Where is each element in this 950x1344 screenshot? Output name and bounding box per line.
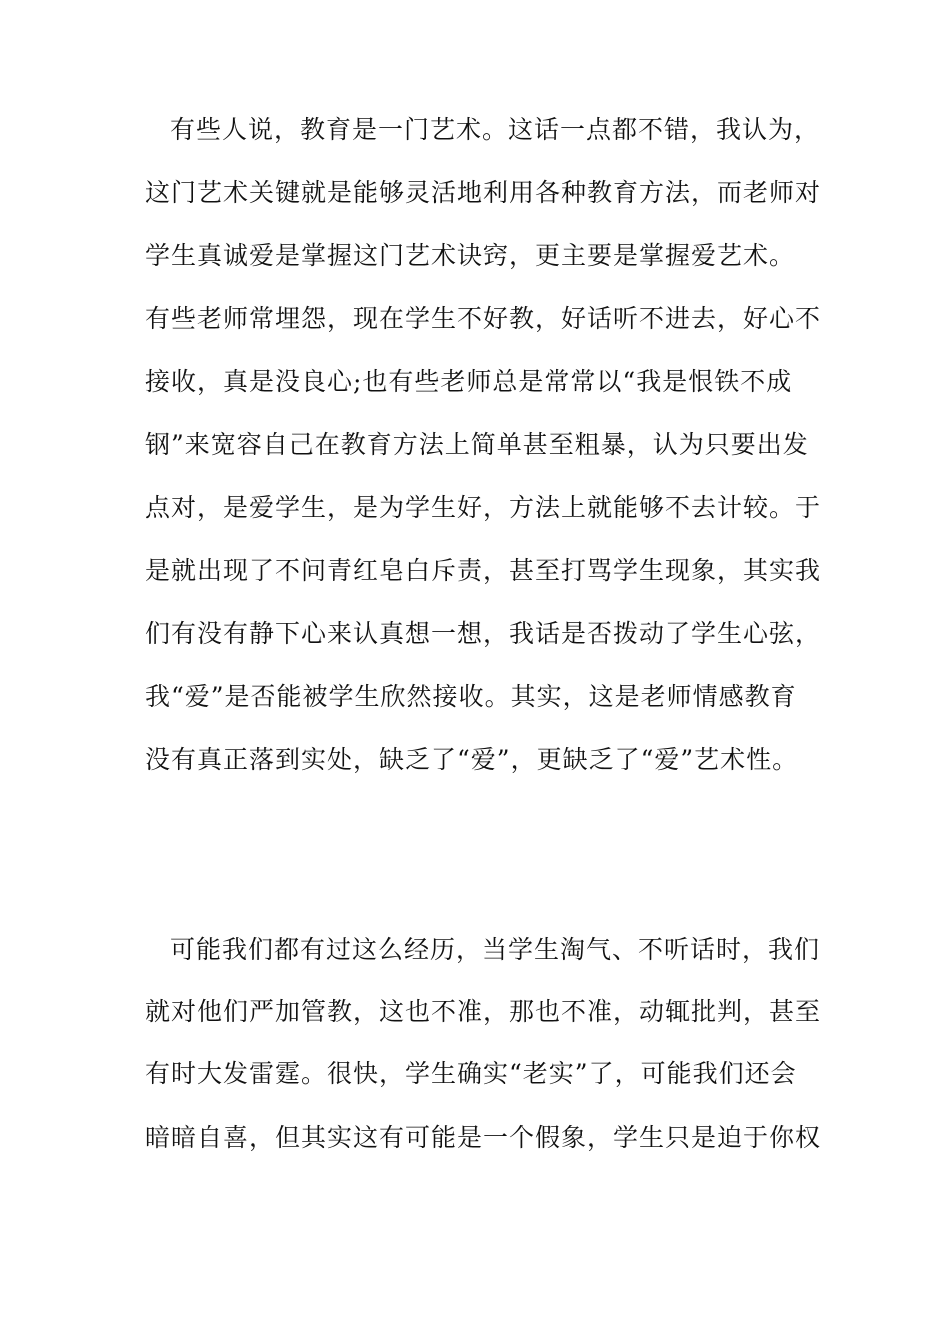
- paragraph-1-line-3: 学生真诚爱是掌握这门艺术诀窍，更主要是掌握爱艺术。: [145, 241, 796, 270]
- paragraph-1-line-10: 我“爱”是否能被学生欣然接收。其实，这是老师情感教育: [145, 682, 797, 711]
- paragraph-2-line-4: 暗暗自喜，但其实这有可能是一个假象，学生只是迫于你权: [145, 1123, 822, 1152]
- paragraph-1-line-6: 钢”来宽容自己在教育方法上简单甚至粗暴，认为只要出发: [145, 430, 809, 459]
- paragraph-1-line-7: 点对，是爱学生，是为学生好，方法上就能够不去计较。于: [145, 493, 822, 522]
- paragraph-1-line-9: 们有没有静下心来认真想一想，我话是否拨动了学生心弦，: [145, 619, 822, 648]
- paragraph-1-line-5: 接收，真是没良心;也有些老师总是常常以“我是恨铁不成: [145, 367, 793, 396]
- paragraph-2-line-3: 有时大发雷霆。很快，学生确实“老实”了，可能我们还会: [145, 1059, 797, 1088]
- paragraph-1-line-2: 这门艺术关键就是能够灵活地利用各种教育方法，而老师对: [145, 178, 822, 207]
- paragraph-1-line-11: 没有真正落到实处，缺乏了“爱”，更缺乏了“爱”艺术性。: [145, 745, 799, 774]
- paragraph-1-line-1: 有些人说，教育是一门艺术。这话一点都不错，我认为，: [170, 115, 821, 144]
- paragraph-1-line-8: 是就出现了不问青红皂白斥责，甚至打骂学生现象，其实我: [145, 556, 822, 585]
- paragraph-2-line-2: 就对他们严加管教，这也不准，那也不准，动辄批判，甚至: [145, 997, 822, 1026]
- paragraph-2-line-1: 可能我们都有过这么经历，当学生淘气、不听话时，我们: [170, 935, 821, 964]
- paragraph-1-line-4: 有些老师常埋怨，现在学生不好教，好话听不进去，好心不: [145, 304, 822, 333]
